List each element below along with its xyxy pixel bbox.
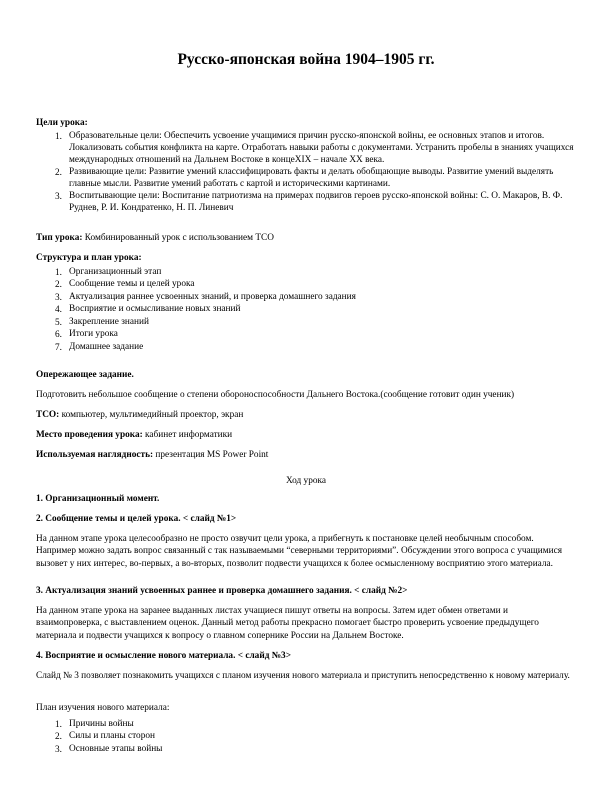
structure-number: 4.	[55, 305, 62, 315]
course-heading: Ход урока	[285, 476, 326, 486]
step-heading: 4. Восприятие и осмысление нового материала. < слайд №3>	[36, 651, 292, 661]
goal-item: Развивающие цели: Развитие умений классифицировать факты и делать обобщающие выводы. Развитие умений выделять главные мысли. Развитие умений работать с картой и историческими картинами.	[69, 167, 554, 189]
step-heading: 1. Организационный момент.	[36, 494, 160, 504]
tso-line	[36, 409, 243, 421]
structure-item: Итоги урока	[69, 329, 118, 339]
tso-value: компьютер, мультимедийный проектор, экран	[59, 410, 244, 420]
page-title: Русско-японская война 1904–1905 гг.	[177, 51, 435, 68]
lesson-type-label: Тип урока:	[36, 233, 83, 243]
place-value: кабинет информатики	[142, 430, 233, 440]
structure-number: 5.	[55, 318, 62, 328]
study-plan-number: 1.	[55, 720, 62, 730]
lesson-type	[36, 232, 274, 244]
study-plan-heading: План изучения нового материала:	[36, 703, 170, 713]
study-plan-number: 3.	[55, 745, 62, 755]
structure-item: Актуализация раннее усвоенных знаний, и проверка домашнего задания	[69, 292, 356, 302]
advance-task-text: Подготовить небольшое сообщение о степени обороноспособности Дальнего Востока.(сообщение готовит один ученик)	[36, 390, 515, 400]
study-plan-item: Основные этапы войны	[69, 744, 163, 754]
structure-item: Домашнее задание	[69, 342, 144, 352]
step-text: Слайд № 3 позволяет познакомить учащихся с планом изучения нового материала и приступить непосредственно к новому материалу.	[36, 671, 570, 681]
structure-item: Сообщение темы и целей урока	[69, 279, 195, 289]
visual-value: презентация MS Power Point	[153, 450, 269, 460]
structure-number: 7.	[55, 343, 62, 353]
structure-number: 1.	[55, 268, 62, 278]
study-plan-number: 2.	[55, 732, 62, 742]
structure-number: 6.	[55, 330, 62, 340]
study-plan-item: Силы и планы сторон	[69, 731, 155, 741]
step-text: На данном этапе урока на заранее выданных листах учащиеся пишут ответы на вопросы. Затем идет обмен ответами и взаимопроверка, с выставлением оценок. Данный метод работы прекрасно помогает быстро проверить усвоение предыдущего материала и подвести учащихся к вопросу о главном сопернике России на Дальнем Востоке.	[36, 606, 539, 641]
visual-line	[36, 449, 268, 461]
advance-task-heading: Опережающее задание.	[36, 370, 134, 380]
tso-label: ТСО:	[36, 410, 60, 420]
lesson-type-value: Комбинированный урок с использованием ТСО	[82, 233, 274, 243]
goal-item: Воспитывающие цели: Воспитание патриотизма на примерах подвигов героев русско-японской войны: С. О. Макаров, В. Ф. Руднев, Р. И. Кондратенко, Н. П. Линевич	[69, 191, 563, 213]
place-label: Место проведения урока:	[36, 430, 143, 440]
structure-item: Организационный этап	[69, 267, 162, 277]
visual-label: Используемая наглядность:	[36, 450, 154, 460]
goal-number: 3.	[55, 192, 62, 202]
structure-number: 3.	[55, 293, 62, 303]
goal-number: 1.	[55, 132, 62, 142]
place-line	[36, 429, 232, 441]
goal-item: Образовательные цели: Обеспечить усвоение учащимися причин русско-японской войны, ее основных этапов и итогов. Локализовать события конфликта на карте. Отработать навыки работы с документами. Устранить пробелы в знаниях учащихся международных отношений на Дальнем Востоке в концеXIX – начале XX века.	[69, 131, 574, 165]
goal-number: 2.	[55, 168, 62, 178]
structure-number: 2.	[55, 280, 62, 290]
study-plan-item: Причины войны	[69, 719, 134, 729]
structure-item: Закрепление знаний	[69, 317, 149, 327]
structure-heading: Структура и план урока:	[36, 253, 142, 263]
structure-item: Восприятие и осмысливание новых знаний	[69, 304, 241, 314]
step-heading: 3. Актуализация знаний усвоенных раннее и проверка домашнего задания. < слайд №2>	[36, 586, 408, 596]
step-text: На данном этапе урока целесообразно не просто озвучит цели урока, а прибегнуть к постановке целей необычным способом. Например можно задать вопрос связанный с так называемыми “северными территориями”. Обсуждении этого вопроса с учащимися вызовет у них интерес, во-первых, а во-вторых, позволит подвести учащихся к более осмысленному восприятию этого материала.	[36, 534, 563, 569]
goals-heading: Цели урока:	[36, 118, 88, 128]
step-heading: 2. Сообщение темы и целей урока. < слайд №1>	[36, 514, 237, 524]
